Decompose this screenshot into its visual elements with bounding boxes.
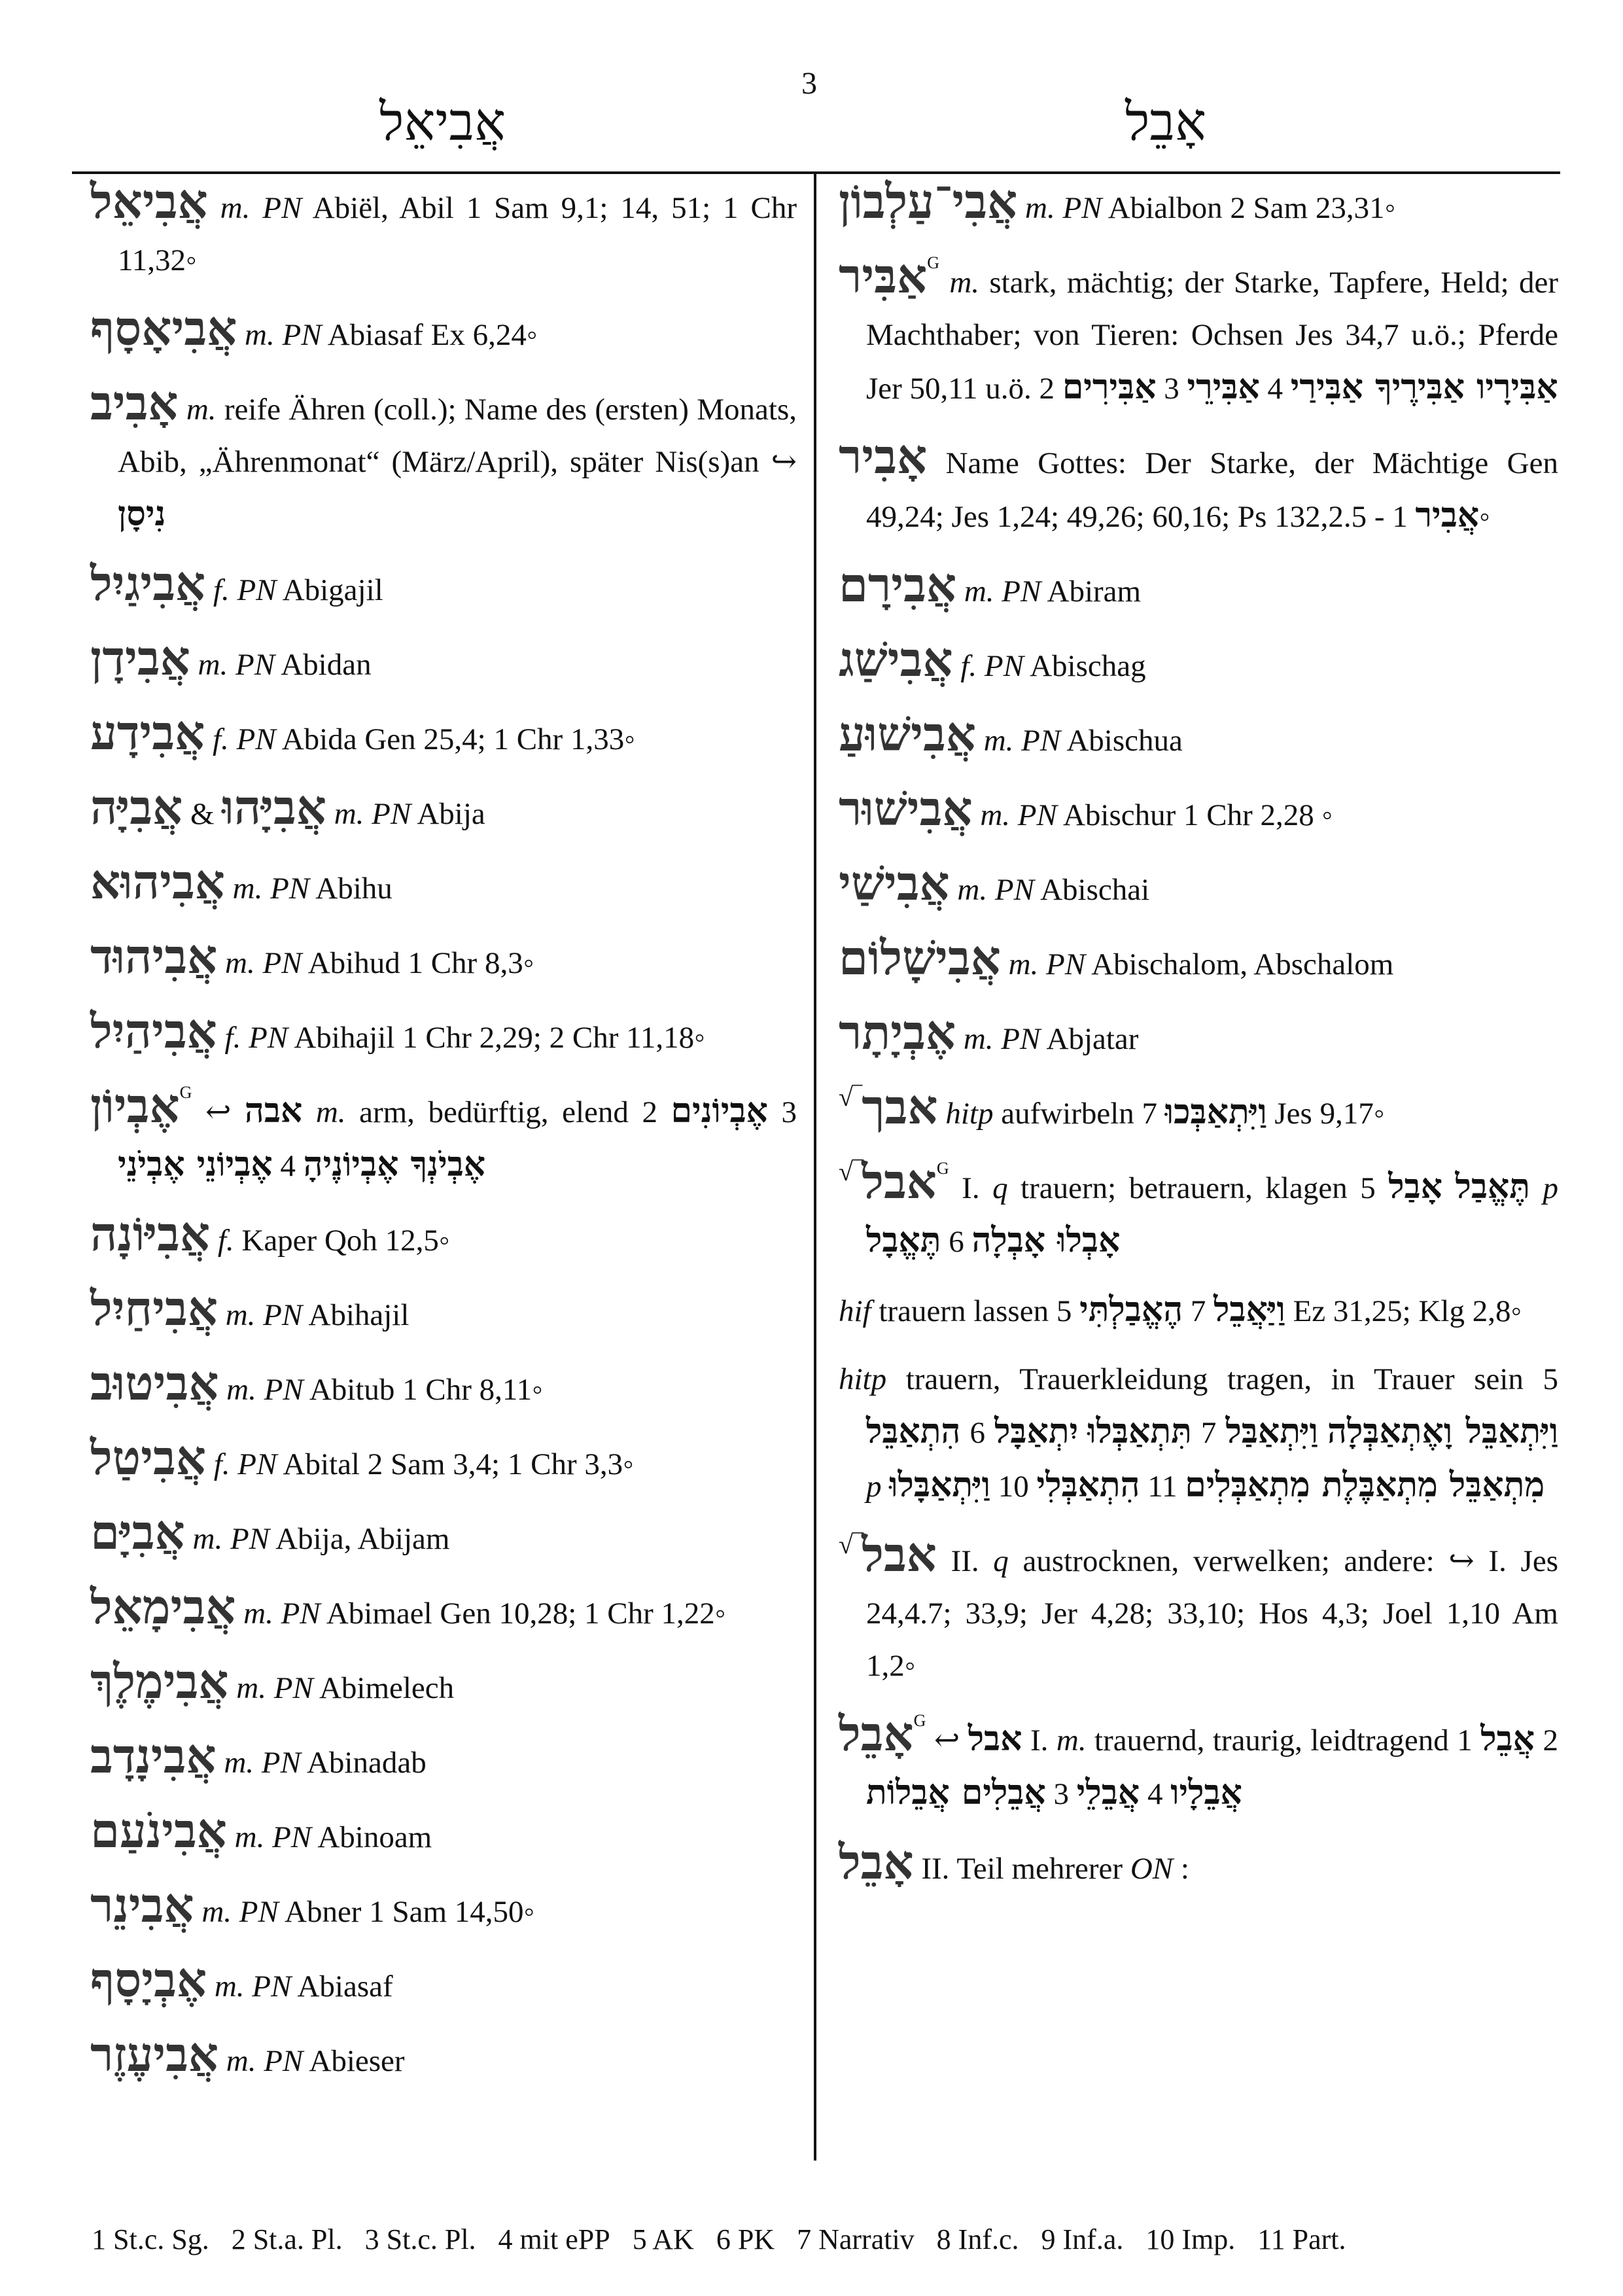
entry-text: : bbox=[1173, 1852, 1189, 1886]
entry-text: Abischua bbox=[1060, 724, 1183, 758]
entry-text: 3 bbox=[1045, 1777, 1077, 1811]
entry-text: 7 bbox=[1191, 1416, 1226, 1450]
hebrew-form: אֶבְיוֹנִים bbox=[671, 1091, 768, 1131]
right-column bbox=[839, 175, 1558, 1911]
headword: אֲבִיטוּב bbox=[90, 1355, 219, 1411]
hebrew-form: אֲבֵלִים אֲבֵלוֹת bbox=[866, 1773, 1046, 1812]
entry-text: Abigajil bbox=[276, 573, 383, 607]
entry-text: 4 bbox=[1140, 1777, 1171, 1811]
dictionary-entry bbox=[90, 175, 797, 287]
entry-text: Abihud 1 Chr 8,3◦ bbox=[302, 946, 534, 980]
grammar-label: m. PN bbox=[237, 318, 322, 352]
headword: אֲבִינֵר bbox=[90, 1877, 194, 1933]
hebrew-form: אֲבֵל bbox=[1480, 1719, 1535, 1759]
dictionary-entry bbox=[90, 377, 797, 542]
dictionary-entry bbox=[839, 431, 1558, 543]
grammar-label: f. PN bbox=[952, 649, 1024, 683]
legend-item: 5 AK bbox=[632, 2223, 694, 2255]
dictionary-entry bbox=[90, 1208, 797, 1267]
headword: אֲבִירָם bbox=[839, 557, 957, 612]
dictionary-entry bbox=[839, 559, 1558, 618]
entry-text bbox=[1318, 1416, 1327, 1450]
entry-text: aufwirbeln 7 bbox=[993, 1097, 1165, 1131]
entry-text: Abischur 1 Chr 2,28 ◦ bbox=[1056, 798, 1333, 832]
headword: אֲבִיהוּא bbox=[90, 854, 225, 910]
dictionary-entry bbox=[90, 2028, 797, 2087]
grammar-label: m. PN bbox=[224, 872, 310, 906]
entry-text: II. bbox=[936, 1544, 994, 1578]
headword: אבך bbox=[862, 1079, 938, 1135]
entry-text bbox=[1078, 1416, 1087, 1450]
dictionary-entry bbox=[90, 302, 797, 361]
grammar-label: m. PN bbox=[216, 1746, 301, 1780]
hebrew-form: אָבְלוּ אָבְלָה bbox=[971, 1220, 1121, 1260]
grammar-label: m. PN bbox=[972, 798, 1057, 832]
entry-text: Name Gottes: Der Starke, der Mächtige Gen 49,24; Jes 1,24; 49,26; 60,16; Ps 132,2.5 - 1 bbox=[866, 446, 1558, 534]
hebrew-form: תִּתְאַבְּלוּ bbox=[1087, 1411, 1192, 1451]
page-number: 3 bbox=[801, 66, 817, 101]
dictionary-entry bbox=[839, 1006, 1558, 1065]
headword: אָבִיב bbox=[90, 375, 179, 431]
hebrew-form: הִתְאַבְּלִי bbox=[1036, 1465, 1140, 1505]
grammar-label: m. PN bbox=[207, 1969, 292, 2004]
root-marker: √‾ bbox=[839, 1082, 862, 1112]
entry-text: I. bbox=[949, 1171, 993, 1205]
hebrew-form: נִיסָן bbox=[118, 494, 166, 534]
headword: אֲבִיּוֹנָה bbox=[90, 1206, 211, 1262]
entry-text: stark, mächtig; der Starke, Tapfere, Held; der Machthaber; von Tieren: Ochsen Jes 34,7 u.ö.; Pferde Jer 50,11 u.ö. 2 bbox=[866, 266, 1558, 406]
hebrew-form: תֶּאֱבָל bbox=[866, 1220, 941, 1260]
entry-text: Abischai bbox=[1034, 873, 1150, 907]
root-marker: √‾ bbox=[839, 1157, 862, 1186]
headword: אֲבִימֶלֶךְ bbox=[90, 1653, 229, 1709]
grammar-label: m. bbox=[302, 1095, 346, 1129]
entry-text: Abiasaf bbox=[291, 1969, 393, 2004]
headword: אֲבִיטַל bbox=[90, 1430, 206, 1485]
entry-text: 4 bbox=[272, 1149, 304, 1183]
dictionary-entry bbox=[90, 930, 797, 989]
headword: אֲבִיָּהוּ bbox=[222, 779, 326, 835]
headword: אָבִיר bbox=[839, 429, 928, 484]
entry-text: 2 bbox=[1535, 1723, 1558, 1757]
grammar-label: m. PN bbox=[194, 1895, 279, 1929]
headword: אַבִּיר bbox=[839, 248, 928, 304]
superscript-marker: G bbox=[936, 1159, 949, 1178]
dictionary-entry bbox=[90, 1730, 797, 1789]
sub-entry bbox=[839, 1284, 1558, 1337]
grammar-label: m. PN bbox=[184, 1522, 270, 1556]
entry-text: reife Ähren (coll.); Name des (ersten) Monats, Abib, „Ährenmonat“ (März/April), später Nis(s)an ↪ bbox=[118, 393, 797, 479]
entry-text: Abiram bbox=[1041, 574, 1142, 609]
grammar-label: m. PN bbox=[956, 1022, 1041, 1056]
grammar-label: m. PN bbox=[1017, 191, 1102, 225]
hebrew-form: אַבִּירָיו אַבִּירֶיךָ אַבִּירַי bbox=[1290, 367, 1558, 407]
headword: אֲבִיעֶזֶר bbox=[90, 2026, 218, 2082]
hebrew-form: יִתְאַבָּל bbox=[994, 1411, 1079, 1451]
hebrew-form: וַיַּאֲבֵל bbox=[1213, 1290, 1285, 1330]
entry-text: Abiël, Abil 1 Sam 9,1; 14, 51; 1 Chr 11,32◦ bbox=[118, 191, 797, 277]
entry-text: & bbox=[183, 797, 222, 831]
headword: אֲבִינָדָב bbox=[90, 1728, 217, 1784]
hebrew-form: וַיִּתְאַבֵּל וָאֶתְאַבְּלָה bbox=[1327, 1411, 1559, 1451]
entry-text: Abinoam bbox=[311, 1820, 432, 1854]
grammar-label: m. PN bbox=[949, 873, 1034, 907]
headword: אֲבִיחַיִל bbox=[90, 1280, 218, 1336]
superscript-marker: G bbox=[179, 1083, 192, 1102]
entry-text: 7 bbox=[1183, 1294, 1214, 1328]
grammar-label: m. PN bbox=[228, 1671, 313, 1705]
entry-text: 10 bbox=[990, 1470, 1037, 1504]
grammar-label: p bbox=[1543, 1171, 1559, 1205]
grammar-label: m. PN bbox=[190, 648, 275, 682]
column-divider bbox=[814, 171, 816, 2161]
legend-item: 3 St.c. Pl. bbox=[364, 2223, 476, 2255]
hebrew-form: אבל bbox=[968, 1719, 1022, 1759]
headword: אֲבִישַׁי bbox=[839, 855, 950, 911]
superscript-marker: G bbox=[927, 253, 939, 272]
superscript-marker: G bbox=[913, 1711, 926, 1730]
headword: אֲבִיאֵל bbox=[90, 173, 208, 229]
headword: אָבֵל bbox=[839, 1706, 914, 1761]
dictionary-entry bbox=[839, 1708, 1558, 1820]
entry-text: Abialbon 2 Sam 23,31◦ bbox=[1102, 191, 1396, 225]
dictionary-entry bbox=[90, 1282, 797, 1341]
entry-text: Abija bbox=[411, 797, 485, 831]
hebrew-form: מִתְאַבֵּל מִתְאַבֶּלֶת מִתְאַבְּלִים bbox=[1185, 1465, 1545, 1505]
hebrew-form: אֲבֵלָיו bbox=[1170, 1773, 1242, 1812]
entry-text: Abischalom, Abschalom bbox=[1085, 947, 1394, 981]
entry-text: Jes 9,17◦ bbox=[1266, 1097, 1385, 1131]
headword: אֲבִיָּה bbox=[90, 779, 183, 835]
dictionary-entry bbox=[90, 1357, 797, 1416]
entry-text: trauern, Trauerkleidung tragen, in Trauer sein 5 bbox=[886, 1362, 1558, 1396]
grammar-label: m. PN bbox=[226, 1820, 312, 1854]
legend-item: 4 mit ePP bbox=[498, 2223, 610, 2255]
headword: אֲבִינֹעַם bbox=[90, 1803, 227, 1858]
entry-text bbox=[882, 1470, 890, 1504]
entry-text: ↩ bbox=[192, 1095, 245, 1129]
dictionary-entry bbox=[90, 781, 797, 840]
dictionary-entry bbox=[90, 1005, 797, 1064]
entry-text: Kaper Qoh 12,5◦ bbox=[234, 1224, 450, 1258]
grammar-label: m. PN bbox=[207, 191, 302, 225]
sub-entry bbox=[839, 1353, 1558, 1513]
dictionary-entry bbox=[839, 1156, 1558, 1268]
headword: אֲבִישַׁג bbox=[839, 631, 953, 687]
grammar-label: m. bbox=[178, 393, 217, 427]
entry-text: 6 bbox=[941, 1225, 972, 1259]
entry-text: 11 bbox=[1140, 1470, 1185, 1504]
left-column bbox=[90, 175, 797, 2103]
grammar-label: m. PN bbox=[218, 1373, 304, 1407]
grammar-label: q bbox=[993, 1544, 1009, 1578]
dictionary-entry bbox=[90, 856, 797, 915]
entry-text bbox=[1530, 1171, 1543, 1205]
grammar-label: m. PN bbox=[217, 1298, 303, 1332]
root-marker: √‾ bbox=[839, 1530, 862, 1559]
grammar-label: hitp bbox=[937, 1097, 994, 1131]
abbreviation-legend bbox=[92, 2221, 1557, 2258]
legend-item: 8 Inf.c. bbox=[936, 2223, 1019, 2255]
hebrew-form: תֶּאֱבַל bbox=[1455, 1167, 1530, 1207]
hebrew-form: הִתְאַבֵּל bbox=[866, 1411, 961, 1451]
dictionary-entry bbox=[839, 857, 1558, 916]
grammar-label: f. PN bbox=[205, 722, 276, 756]
entry-text: 3 bbox=[767, 1095, 797, 1129]
headword: אֲבִישׁוּר bbox=[839, 781, 973, 836]
dictionary-entry bbox=[839, 1836, 1558, 1895]
legend-item: 7 Narrativ bbox=[797, 2223, 915, 2255]
grammar-label: f. PN bbox=[205, 1447, 277, 1481]
hebrew-form: אָבַל bbox=[1388, 1167, 1442, 1207]
entry-text: Abihu bbox=[309, 872, 393, 906]
dictionary-entry bbox=[90, 1581, 797, 1640]
legend-item: 1 St.c. Sg. bbox=[92, 2223, 209, 2255]
grammar-label: ON bbox=[1130, 1852, 1174, 1886]
dictionary-entry bbox=[839, 1528, 1558, 1692]
entry-text: 6 bbox=[960, 1416, 995, 1450]
headword: אֲבִידָע bbox=[90, 705, 205, 760]
entry-text: Abitub 1 Chr 8,11◦ bbox=[303, 1373, 543, 1407]
headword: אֶבְיָסָף bbox=[90, 1952, 207, 2007]
dictionary-entry bbox=[839, 932, 1558, 991]
grammar-label: m. PN bbox=[975, 724, 1061, 758]
headword: אֶבְיָתָר bbox=[839, 1004, 956, 1060]
grammar-label: m. bbox=[939, 266, 980, 300]
hebrew-form: וַיִּתְאַבְּכוּ bbox=[1164, 1092, 1267, 1132]
entry-text bbox=[1442, 1171, 1456, 1205]
dictionary-entry bbox=[839, 633, 1558, 692]
entry-text: Abimael Gen 10,28; 1 Chr 1,22◦ bbox=[320, 1597, 726, 1631]
dictionary-entry bbox=[90, 1879, 797, 1938]
headword: אֲבִידָן bbox=[90, 630, 190, 686]
headword: אָבֵל bbox=[839, 1834, 914, 1890]
legend-item: 11 Part. bbox=[1257, 2223, 1346, 2255]
headword: אֲבִיאָסָף bbox=[90, 300, 237, 356]
entry-text: Abner 1 Sam 14,50◦ bbox=[278, 1895, 535, 1929]
headword: אבל bbox=[862, 1527, 937, 1582]
dictionary-entry bbox=[90, 1655, 797, 1714]
entry-text: Abija, Abijam bbox=[270, 1522, 450, 1556]
hebrew-form: הֶאֱבַלְתִּי bbox=[1079, 1290, 1183, 1330]
grammar-label: m. PN bbox=[326, 797, 411, 831]
headword: אֲבִיהוּד bbox=[90, 928, 218, 984]
dictionary-entry bbox=[90, 707, 797, 766]
dictionary-entry bbox=[90, 1432, 797, 1491]
entry-text: I. bbox=[1022, 1723, 1056, 1757]
grammar-label: f. PN bbox=[217, 1021, 288, 1055]
running-head-right: אָבֵל bbox=[1125, 92, 1206, 152]
entry-text: Ez 31,25; Klg 2,8◦ bbox=[1285, 1294, 1522, 1328]
grammar-label: f. bbox=[210, 1224, 234, 1258]
legend-item: 6 PK bbox=[716, 2223, 775, 2255]
entry-text: Abischag bbox=[1023, 649, 1146, 683]
headword: אֲבִי־עַלְבוֹן bbox=[839, 173, 1018, 229]
grammar-label: hitp bbox=[839, 1362, 887, 1396]
dictionary-entry bbox=[90, 632, 797, 691]
headword: אֶבְיוֹן bbox=[90, 1078, 180, 1133]
grammar-label: m. PN bbox=[236, 1597, 321, 1631]
dictionary-entry bbox=[90, 1080, 797, 1192]
dictionary-entry bbox=[90, 1506, 797, 1565]
grammar-label: p bbox=[866, 1470, 882, 1504]
dictionary-entry bbox=[90, 1805, 797, 1863]
entry-text: Abidan bbox=[275, 648, 372, 682]
entry-text: Abjatar bbox=[1040, 1022, 1139, 1056]
headword: אֲבִישׁוּעַ bbox=[839, 706, 976, 762]
grammar-label: m. PN bbox=[956, 574, 1041, 609]
entry-text: Abimelech bbox=[313, 1671, 455, 1705]
hebrew-form: אַבִּירִים bbox=[1062, 367, 1157, 407]
grammar-label: q bbox=[992, 1171, 1008, 1205]
headword: אבל bbox=[862, 1154, 937, 1209]
dictionary-entry bbox=[839, 250, 1558, 415]
hebrew-form: אֲבִיר bbox=[1415, 495, 1480, 535]
entry-text: Abiasaf Ex 6,24◦ bbox=[321, 318, 538, 352]
entry-text: ↩ bbox=[926, 1723, 968, 1757]
entry-text: 3 bbox=[1156, 372, 1187, 406]
headword: אֲבִיגַיִל bbox=[90, 556, 206, 611]
running-head-left: אֲבִיאֵל bbox=[379, 92, 506, 152]
legend-item: 2 St.a. Pl. bbox=[231, 2223, 343, 2255]
hebrew-form: אבה bbox=[244, 1091, 303, 1131]
hebrew-form: אַבִּירֵי bbox=[1187, 367, 1260, 407]
entry-text: Abital 2 Sam 3,4; 1 Chr 3,3◦ bbox=[277, 1447, 634, 1481]
hebrew-form: אֶבְיוֹנֵי אֶבְיֹנֵי bbox=[118, 1144, 273, 1184]
entry-text: austrocknen, verwelken; andere: ↪ I. Jes 24,4.7; 33,9; Jer 4,28; 33,10; Hos 4,3; Joel 1,10 Am 1,2◦ bbox=[866, 1544, 1558, 1683]
grammar-label: f. PN bbox=[205, 573, 277, 607]
grammar-label: m. bbox=[1056, 1723, 1087, 1757]
entry-text: Abihajil 1 Chr 2,29; 2 Chr 11,18◦ bbox=[288, 1021, 705, 1055]
entry-text: trauern lassen 5 bbox=[871, 1294, 1080, 1328]
hebrew-form: וַיִּתְאַבָּלוּ bbox=[889, 1465, 990, 1505]
headword: אֲבִישָׁלוֹם bbox=[839, 930, 1001, 985]
entry-text: II. Teil mehrerer bbox=[913, 1852, 1130, 1886]
headword: אֲבִיהַיִל bbox=[90, 1003, 217, 1059]
entry-text: Abieser bbox=[303, 2044, 405, 2078]
grammar-label: m. PN bbox=[218, 2044, 304, 2078]
headword: אֲבִימָאֵל bbox=[90, 1579, 236, 1634]
entry-text: 4 bbox=[1259, 372, 1291, 406]
hebrew-form: וַיִּתְאַבַּל bbox=[1225, 1411, 1318, 1451]
dictionary-entry bbox=[839, 1081, 1558, 1140]
entry-text: Abihajil bbox=[302, 1298, 410, 1332]
dictionary-entry bbox=[90, 1954, 797, 2013]
entry-text: arm, bedürftig, elend 2 bbox=[345, 1095, 671, 1129]
dictionary-entry bbox=[839, 175, 1558, 234]
grammar-label: m. PN bbox=[1000, 947, 1086, 981]
dictionary-entry bbox=[839, 708, 1558, 767]
entry-text: trauern; betrauern, klagen 5 bbox=[1007, 1171, 1389, 1205]
entry-text: Abinadab bbox=[300, 1746, 427, 1780]
hebrew-form: אֶבְיֹנְךָ אֶבְיוֹנֶיהָ bbox=[303, 1144, 486, 1184]
headword: אֲבִיָּם bbox=[90, 1504, 185, 1560]
dictionary-entry bbox=[90, 557, 797, 616]
legend-item: 10 Imp. bbox=[1145, 2223, 1236, 2255]
entry-text: Abida Gen 25,4; 1 Chr 1,33◦ bbox=[275, 722, 635, 756]
legend-item: 9 Inf.a. bbox=[1041, 2223, 1124, 2255]
grammar-label: hif bbox=[839, 1294, 871, 1328]
hebrew-form: אֲבֵלֵי bbox=[1076, 1773, 1140, 1812]
entry-text: ◦ bbox=[1479, 500, 1490, 534]
dictionary-entry bbox=[839, 783, 1558, 841]
grammar-label: m. PN bbox=[217, 946, 302, 980]
entry-text: trauernd, traurig, leidtragend 1 bbox=[1086, 1723, 1481, 1757]
